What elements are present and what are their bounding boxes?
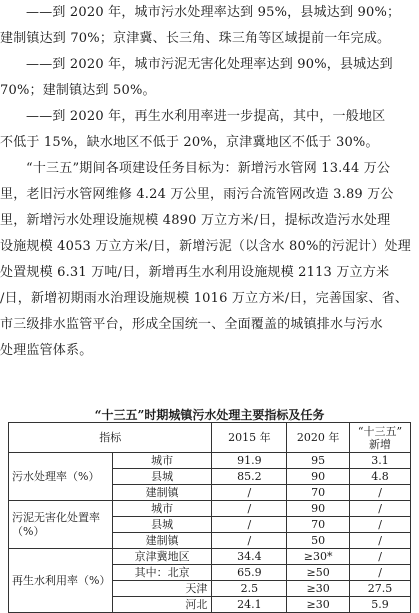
sub-label: 京津冀地区 [112, 549, 212, 565]
cell-new: 27.5 [350, 581, 411, 597]
cell-2020: 70 [287, 517, 350, 533]
cell-2020: 95 [287, 453, 350, 469]
cell-2015: 65.9 [212, 565, 287, 581]
header-new-line2: 新增 [369, 437, 392, 451]
indicator-table [8, 422, 411, 613]
cell-2015: 2.5 [212, 581, 287, 597]
text-line: ——到 2020 年，城市污水处理率达到 95%，县城达到 90%； [26, 5, 401, 20]
cell-2020: ≥30 [287, 581, 350, 597]
header-new-line1: “十三五” [357, 424, 403, 438]
cell-2020: 50 [287, 533, 350, 549]
cell-2020: 90 [287, 501, 350, 517]
text-line: 里，新增污水处理设施规模 4890 万立方米/日，提标改造污水处理 [0, 213, 391, 228]
cell-new: / [350, 533, 411, 549]
cell-2015: 85.2 [212, 469, 287, 485]
text-line: ——到 2020 年，再生水利用率进一步提高，其中，一般地区 [26, 109, 386, 124]
header-2015: 2015 年 [212, 423, 287, 453]
sub-label: 天津 [112, 581, 212, 597]
header-indicator: 指标 [9, 423, 212, 453]
text-line: /日，新增初期雨水治理设施规模 1016 万立方米/日，完善国家、省、 [0, 291, 409, 306]
sub-label: 建制镇 [112, 485, 212, 501]
cell-2015: / [212, 517, 287, 533]
cell-2020: 70 [287, 485, 350, 501]
table-title: “十三五”时期城镇污水处理主要指标及任务 [94, 408, 325, 422]
cell-new: 4.8 [350, 469, 411, 485]
text-line: 市三级排水监管平台，形成全国统一、全面覆盖的城镇排水与污水 [0, 317, 383, 332]
cell-2020: ≥30 [287, 597, 350, 613]
sub-label: 城市 [112, 453, 212, 469]
cell-2015: / [212, 501, 287, 517]
cell-new: 3.1 [350, 453, 411, 469]
sub-label: 城市 [112, 501, 212, 517]
cell-2015: 24.1 [212, 597, 287, 613]
cell-2015: / [212, 485, 287, 501]
cell-2020: 90 [287, 469, 350, 485]
sub-label: 其中：北京 [112, 565, 212, 581]
table-row [9, 549, 411, 565]
text-line: 70%；建制镇达到 50%。 [0, 83, 156, 98]
group-label: 污水处理率（%） [9, 453, 113, 501]
group-label: 再生水利用率（%） [9, 549, 113, 613]
text-line: ——到 2020 年，城市污泥无害化处理率达到 90%，县城达到 [26, 57, 393, 72]
group-label: 污泥无害化处置率（%） [9, 501, 113, 549]
header-2020: 2020 年 [287, 423, 350, 453]
cell-2015: 34.4 [212, 549, 287, 565]
sub-label: 河北 [112, 597, 212, 613]
header-new [350, 423, 411, 453]
text-line: 设施规模 4053 万立方米/日，新增污泥（以含水 80%的污泥计）处理 [0, 239, 411, 254]
text-line: 不低于 15%，缺水地区不低于 20%，京津冀地区不低于 30%。 [0, 135, 379, 150]
cell-2015: 91.9 [212, 453, 287, 469]
text-line: 建制镇达到 70%；京津冀、长三角、珠三角等区域提前一年完成。 [0, 31, 391, 46]
cell-2020: ≥50 [287, 565, 350, 581]
table-header-row [9, 423, 411, 453]
sub-label: 建制镇 [112, 533, 212, 549]
table-row [9, 453, 411, 469]
cell-2020: ≥30* [287, 549, 350, 565]
cell-new: / [350, 549, 411, 565]
sub-label: 县城 [112, 469, 212, 485]
table-row [9, 501, 411, 517]
cell-new: / [350, 501, 411, 517]
text-line: 里，老旧污水管网维修 4.24 万公里，雨污合流管网改造 3.89 万公 [0, 187, 394, 202]
text-line: “十三五”期间各项建设任务目标为：新增污水管网 13.44 万公 [26, 161, 391, 176]
text-line: 处置规模 6.31 万吨/日，新增再生水利用设施规模 2113 万立方米 [0, 265, 390, 280]
cell-new: / [350, 485, 411, 501]
text-line: 处理监管体系。 [0, 343, 93, 358]
cell-new: 5.9 [350, 597, 411, 613]
cell-new: / [350, 565, 411, 581]
sub-label: 县城 [112, 517, 212, 533]
cell-new: / [350, 517, 411, 533]
cell-2015: / [212, 533, 287, 549]
